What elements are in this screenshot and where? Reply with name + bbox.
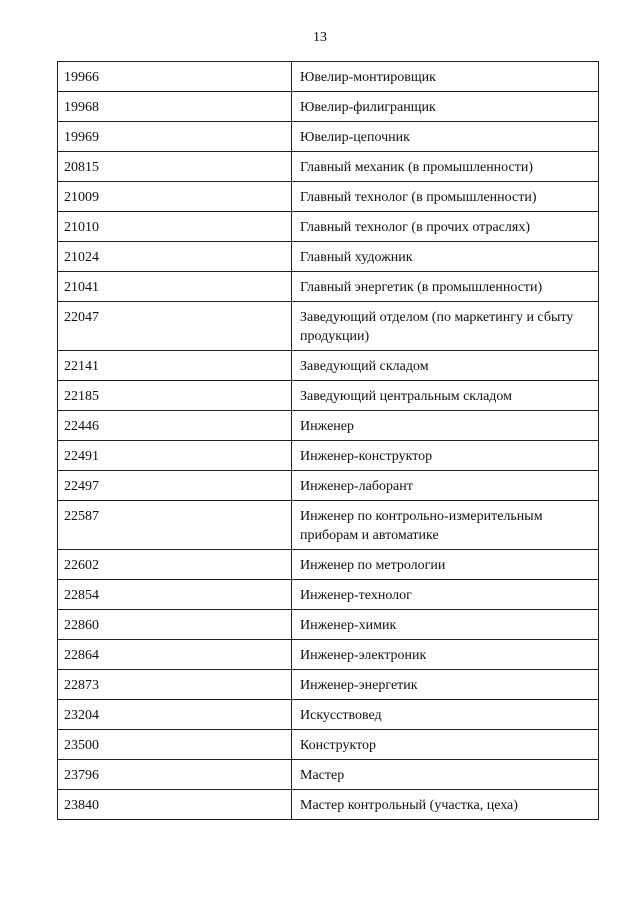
profession-name: Искусствовед [292, 700, 599, 730]
table-row [58, 501, 599, 550]
table-row [58, 790, 599, 820]
table-row [58, 640, 599, 670]
table-row [58, 760, 599, 790]
profession-code: 19968 [58, 92, 292, 122]
profession-name: Инженер-энергетик [292, 670, 599, 700]
profession-name: Инженер-электроник [292, 640, 599, 670]
table-row [58, 152, 599, 182]
profession-code: 22491 [58, 441, 292, 471]
page-number: 13 [313, 30, 327, 45]
profession-name: Заведующий отделом (по маркетингу и сбыту продукции) [292, 302, 599, 351]
profession-code: 20815 [58, 152, 292, 182]
profession-name: Ювелир-цепочник [292, 122, 599, 152]
profession-name: Ювелир-филигранщик [292, 92, 599, 122]
profession-code: 22602 [58, 550, 292, 580]
table-row [58, 411, 599, 441]
profession-code: 22864 [58, 640, 292, 670]
profession-code: 22854 [58, 580, 292, 610]
profession-name: Инженер-конструктор [292, 441, 599, 471]
profession-name: Главный технолог (в промышленности) [292, 182, 599, 212]
table-row [58, 272, 599, 302]
profession-code: 23500 [58, 730, 292, 760]
profession-code: 22185 [58, 381, 292, 411]
profession-name: Инженер по контрольно-измерительным приборам и автоматике [292, 501, 599, 550]
profession-name: Ювелир-монтировщик [292, 62, 599, 92]
table-row [58, 550, 599, 580]
profession-codes-table [57, 61, 599, 820]
profession-code: 22860 [58, 610, 292, 640]
table-row [58, 730, 599, 760]
profession-code: 19966 [58, 62, 292, 92]
profession-name: Главный художник [292, 242, 599, 272]
table-row [58, 580, 599, 610]
table-row [58, 381, 599, 411]
table-row [58, 471, 599, 501]
profession-name: Главный технолог (в прочих отраслях) [292, 212, 599, 242]
table-row [58, 212, 599, 242]
profession-name: Главный механик (в промышленности) [292, 152, 599, 182]
profession-code: 22446 [58, 411, 292, 441]
table-row [58, 242, 599, 272]
table-row [58, 700, 599, 730]
profession-name: Заведующий складом [292, 351, 599, 381]
table-row [58, 182, 599, 212]
profession-code: 23796 [58, 760, 292, 790]
profession-name: Главный энергетик (в промышленности) [292, 272, 599, 302]
profession-code: 21024 [58, 242, 292, 272]
profession-code: 21010 [58, 212, 292, 242]
profession-name: Заведующий центральным складом [292, 381, 599, 411]
profession-name: Инженер по метрологии [292, 550, 599, 580]
table-row [58, 62, 599, 92]
profession-name: Инженер [292, 411, 599, 441]
profession-code: 23204 [58, 700, 292, 730]
table-row [58, 610, 599, 640]
profession-code: 22141 [58, 351, 292, 381]
profession-code: 22873 [58, 670, 292, 700]
profession-code: 21041 [58, 272, 292, 302]
table-row [58, 670, 599, 700]
table-row [58, 351, 599, 381]
table-row [58, 122, 599, 152]
profession-name: Мастер [292, 760, 599, 790]
table-row [58, 302, 599, 351]
profession-name: Мастер контрольный (участка, цеха) [292, 790, 599, 820]
profession-code: 19969 [58, 122, 292, 152]
profession-name: Конструктор [292, 730, 599, 760]
profession-code: 22497 [58, 471, 292, 501]
profession-code: 23840 [58, 790, 292, 820]
profession-name: Инженер-технолог [292, 580, 599, 610]
profession-code: 22587 [58, 501, 292, 550]
profession-name: Инженер-лаборант [292, 471, 599, 501]
profession-code: 22047 [58, 302, 292, 351]
profession-name: Инженер-химик [292, 610, 599, 640]
table-row [58, 441, 599, 471]
table-row [58, 92, 599, 122]
profession-code: 21009 [58, 182, 292, 212]
